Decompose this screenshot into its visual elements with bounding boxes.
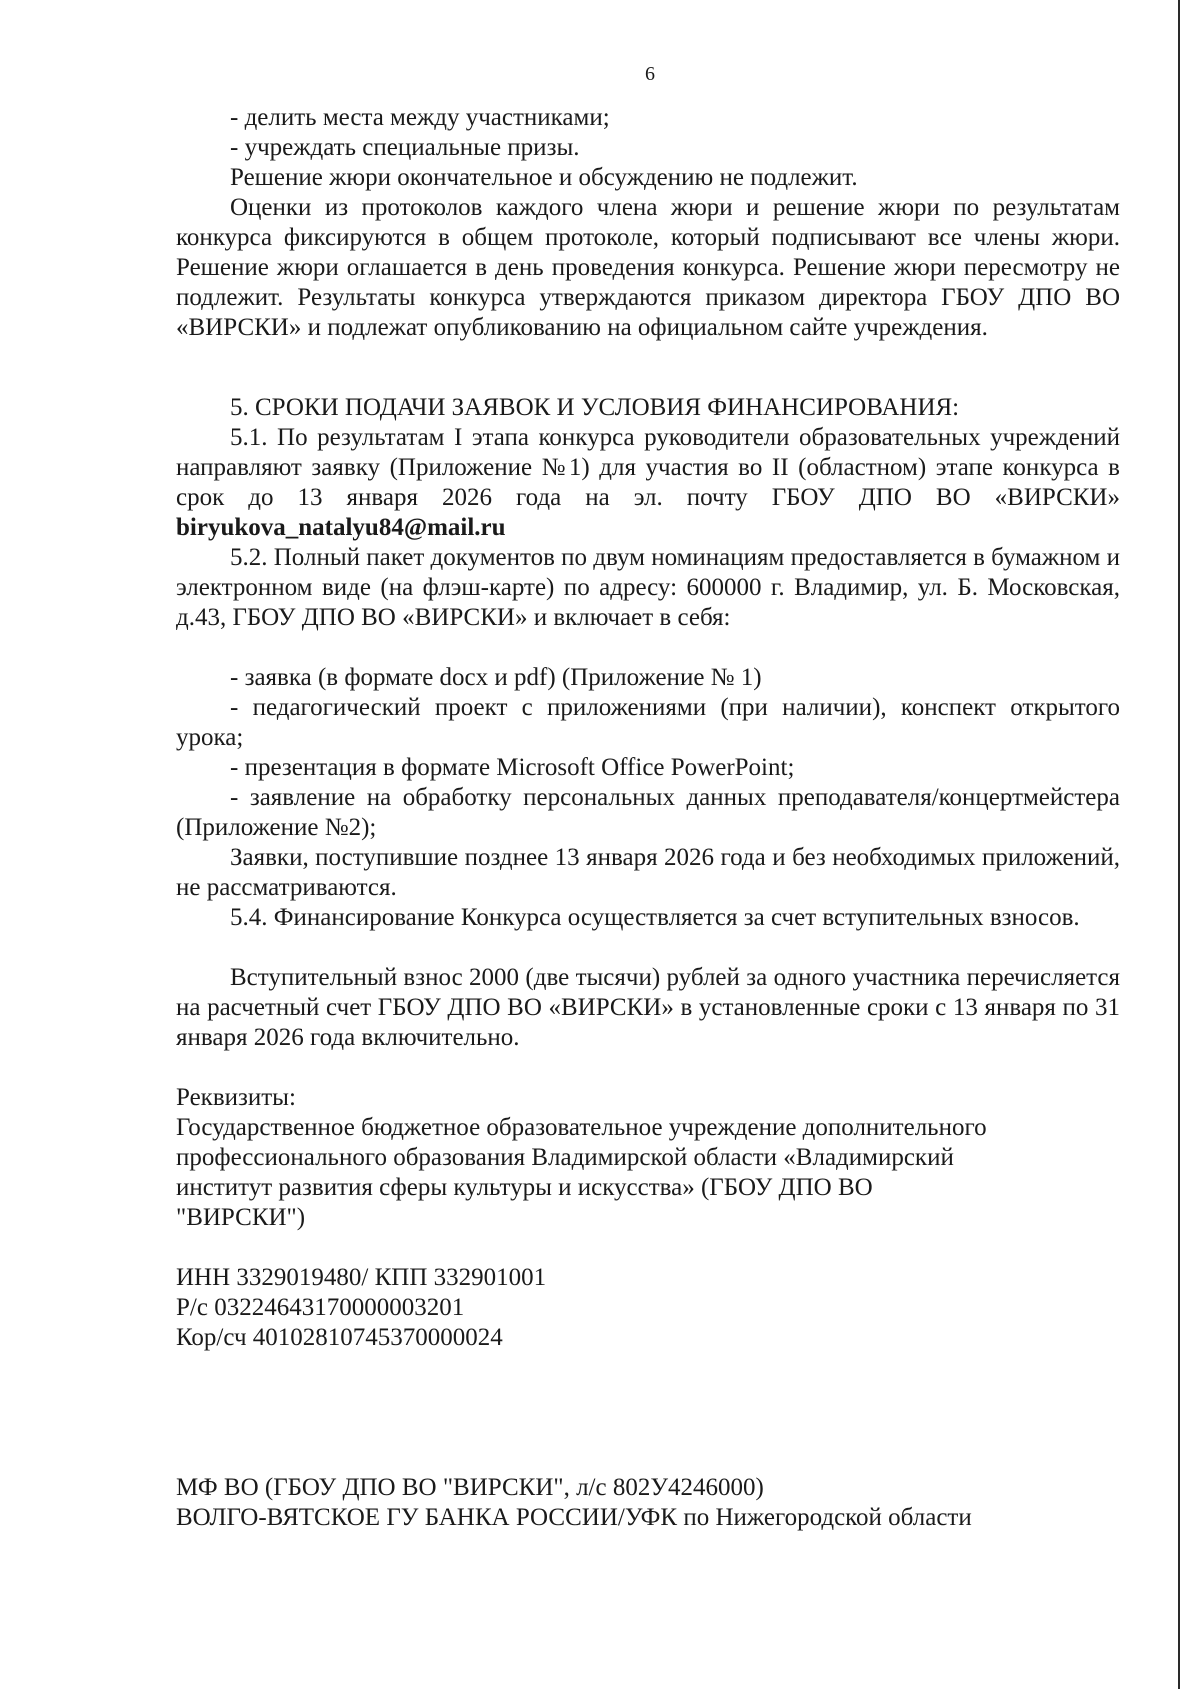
org-name-line: "ВИРСКИ"): [176, 1204, 306, 1231]
paragraph-special-prizes: - учреждать специальные призы.: [230, 134, 580, 161]
list-item-presentation: - презентация в формате Microsoft Office PowerPoint;: [230, 754, 795, 781]
org-name-line: институт развития сферы культуры и искусства» (ГБОУ ДПО ВО: [176, 1174, 873, 1201]
section-5-heading: 5. СРОКИ ПОДАЧИ ЗАЯВОК И УСЛОВИЯ ФИНАНСИРОВАНИЯ:: [230, 394, 960, 421]
page-number: 6: [645, 63, 655, 85]
list-item-consent: - заявление на обработку персональных данных преподавателя/концертмейстера (Приложение №2);: [176, 784, 1120, 841]
requisites-heading: Реквизиты:: [176, 1084, 296, 1111]
requisites-block: [176, 1083, 1120, 1233]
bank-info-block: [176, 1473, 1120, 1533]
page-edge-line: [1178, 0, 1180, 1689]
org-name-line: профессионального образования Владимирской области «Владимирский: [176, 1144, 954, 1171]
paragraph-5-4: 5.4. Финансирование Конкурса осуществляется за счет вступительных взносов.: [230, 904, 1080, 931]
paragraph-entry-fee: Вступительный взнос 2000 (две тысячи) рублей за одного участника перечисляется на расчетный счет ГБОУ ДПО ВО «ВИРСКИ» в установленные сроки с 13 января по 31 января 2026 года включительно.: [176, 964, 1120, 1051]
bank-codes-block: [176, 1263, 1120, 1353]
paragraph-share-places: - делить места между участниками;: [230, 104, 610, 131]
bank-line: МФ ВО (ГБОУ ДПО ВО "ВИРСКИ", л/с 802У4246000): [176, 1474, 764, 1501]
correspondent-account: Кор/сч 40102810745370000024: [176, 1324, 503, 1351]
paragraph-jury-decision-final: Решение жюри окончательное и обсуждению не подлежит.: [230, 164, 858, 191]
bank-line: ВОЛГО-ВЯТСКОЕ ГУ БАНКА РОССИИ/УФК по Нижегородской области: [176, 1504, 972, 1531]
paragraph-jury-protocol: Оценки из протоколов каждого члена жюри и решение жюри по результатам конкурса фиксируются в общем протоколе, который подписывают все члены жюри. Решение жюри оглашается в день проведения конкурса. Решение жюри пересмотру не подлежит. Результаты конкурса утверждаются приказом директора ГБОУ ДПО ВО «ВИРСКИ» и подлежат опубликованию на официальном сайте учреждения.: [176, 194, 1120, 341]
list-item-application: - заявка (в формате docx и pdf) (Приложение № 1): [230, 664, 762, 691]
list-item-project: - педагогический проект с приложениями (при наличии), конспект открытого урока;: [176, 694, 1120, 751]
email-link[interactable]: biryukova_natalyu84@mail.ru: [176, 514, 506, 541]
paragraph-5-2: 5.2. Полный пакет документов по двум номинациям предоставляется в бумажном и электронном виде (на флэш-карте) по адресу: 600000 г. Владимир, ул. Б. Московская, д.43, ГБОУ ДПО ВО «ВИРСКИ» и включает в себя:: [176, 544, 1120, 631]
paragraph-5-1: [176, 423, 1120, 543]
paragraph-late-applications: Заявки, поступившие позднее 13 января 2026 года и без необходимых приложений, не рассматриваются.: [176, 844, 1120, 901]
settlement-account: Р/с 03224643170000003201: [176, 1294, 465, 1321]
paragraph-5-1-text: 5.1. По результатам I этапа конкурса руководители образовательных учреждений направляют заявку (Приложение №1) для участия во II (областном) этапе конкурса в срок до 13 января 2026 года на эл. почту ГБОУ ДПО ВО «ВИРСКИ»: [176, 424, 1120, 511]
org-name-line: Государственное бюджетное образовательное учреждение дополнительного: [176, 1114, 987, 1141]
inn-kpp: ИНН 3329019480/ КПП 332901001: [176, 1264, 547, 1291]
